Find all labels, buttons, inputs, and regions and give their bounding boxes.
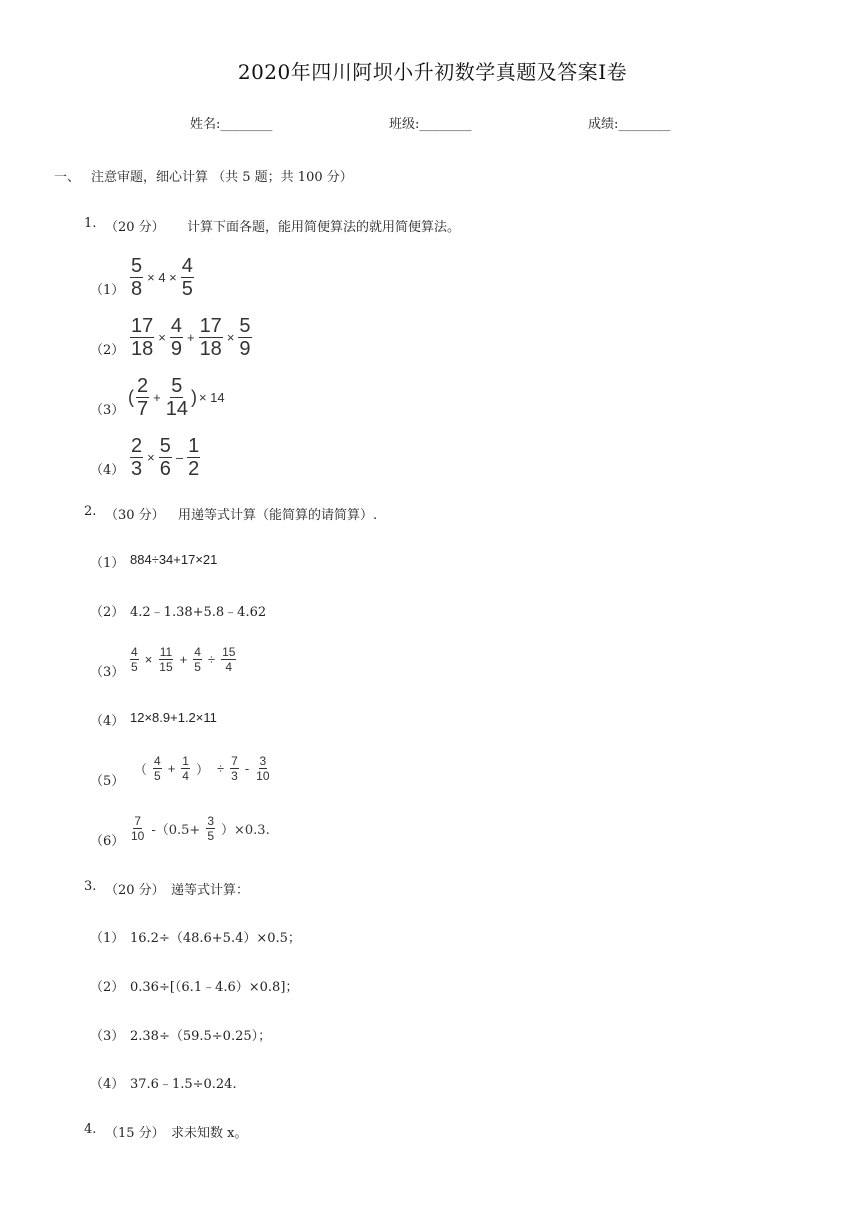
item-label: （4） — [90, 463, 125, 478]
math-expression: $\frac{5}{8}$ × 4 × $\frac{4}{5}$ — [131, 255, 193, 300]
fraction: $\frac{11}{15}$ — [159, 645, 173, 674]
question-number: 3. — [84, 879, 97, 894]
question-points: （30 分） — [105, 508, 165, 523]
math-expression: 4.2﹣1.38+5.8﹣4.62 — [130, 605, 267, 620]
fraction: $\frac{5}{6}$ — [159, 435, 171, 480]
fraction: $\frac{4}{9}$ — [170, 315, 182, 360]
question-number: 1. — [84, 216, 97, 231]
math-expression: ( $\frac{2}{7}$ + $\frac{5}{14}$ ) × 14 — [128, 375, 225, 420]
question-points: （15 分） — [105, 1126, 165, 1141]
score-field: 成绩:________ — [588, 117, 671, 132]
item-label: （3） — [90, 1029, 125, 1044]
question-text: 递等式计算： — [171, 883, 250, 898]
item-label: （6） — [90, 834, 125, 849]
math-expression: 0.36÷[（6.1﹣4.6）×0.8]； — [130, 980, 299, 995]
question-number: 2. — [84, 504, 97, 519]
page-title: 2020年四川阿坝小升初数学真题及答案Ⅰ卷 — [237, 60, 628, 84]
item-label: （3） — [90, 665, 125, 680]
math-expression: 12×8.9+1.2×11 — [130, 710, 217, 725]
fraction: $\frac{7}{10}$ — [131, 814, 145, 843]
question-text: 用递等式计算（能简算的请简算）. — [178, 508, 378, 523]
fraction: $\frac{2}{7}$ — [137, 375, 149, 420]
class-field: 班级:________ — [389, 117, 472, 132]
fraction: $\frac{1}{4}$ — [182, 754, 189, 783]
fraction: $\frac{3}{5}$ — [207, 814, 215, 843]
fraction: $\frac{17}{18}$ — [131, 315, 154, 360]
question-points: （20 分） — [105, 883, 165, 898]
fraction: $\frac{1}{2}$ — [188, 435, 200, 480]
item-label: （1） — [90, 283, 125, 298]
item-label: （2） — [90, 980, 125, 995]
fraction: $\frac{4}{5}$ — [181, 255, 193, 300]
question-points: （20 分） — [105, 220, 165, 235]
fraction: $\frac{2}{3}$ — [131, 435, 143, 480]
fraction: $\frac{4}{5}$ — [154, 754, 161, 783]
section-label: 一、 — [54, 170, 81, 185]
item-label: （1） — [90, 931, 125, 946]
fraction: $\frac{15}{4}$ — [222, 645, 236, 674]
math-expression: 16.2÷（48.6+5.4）×0.5； — [130, 931, 301, 946]
item-label: （2） — [90, 605, 125, 620]
math-expression: $\frac{17}{18}$ × $\frac{4}{9}$ + $\frac{17}{18}$ × $\frac{5}{9}$ — [131, 315, 251, 360]
fraction: $\frac{5}{14}$ — [165, 375, 188, 420]
fraction: $\frac{17}{18}$ — [199, 315, 222, 360]
fraction: $\frac{7}{3}$ — [231, 754, 238, 783]
fraction: $\frac{5}{8}$ — [131, 255, 143, 300]
item-label: （2） — [90, 343, 125, 358]
item-label: （3） — [90, 403, 125, 418]
name-field: 姓名:________ — [190, 117, 273, 132]
math-expression: 884÷34+17×21 — [130, 552, 218, 567]
fraction: $\frac{5}{9}$ — [239, 315, 251, 360]
item-label: （1） — [90, 556, 125, 571]
math-expression: 37.6﹣1.5÷0.24. — [130, 1077, 237, 1092]
section-title: 注意审题，细心计算 （共 5 题；共 100 分） — [91, 170, 353, 185]
question-text: 求未知数 x。 — [171, 1126, 248, 1141]
fraction: $\frac{3}{10}$ — [256, 754, 270, 783]
question-text: 计算下面各题，能用简便算法的就用简便算法。 — [187, 220, 461, 235]
math-expression: $\frac{4}{5}$ × $\frac{11}{15}$ + $\frac{4}{5}$ ÷ $\frac{15}{4}$ — [131, 645, 236, 674]
math-expression: （ $\frac{4}{5}$ + $\frac{1}{4}$ ） ÷ $\frac{7}{3}$ - $\frac{3}{10}$ — [134, 754, 270, 783]
question-number: 4. — [84, 1122, 97, 1137]
item-label: （5） — [90, 774, 125, 789]
math-expression: $\frac{7}{10}$ -（0.5+ $\frac{3}{5}$ ）×0.3. — [131, 814, 270, 843]
math-expression: $\frac{2}{3}$ × $\frac{5}{6}$ – $\frac{1}{2}$ — [131, 435, 200, 480]
fraction: $\frac{4}{5}$ — [194, 645, 201, 674]
item-label: （4） — [90, 1077, 125, 1092]
item-label: （4） — [90, 714, 125, 729]
fraction: $\frac{4}{5}$ — [131, 645, 138, 674]
math-expression: 2.38÷（59.5÷0.25）； — [130, 1029, 272, 1044]
